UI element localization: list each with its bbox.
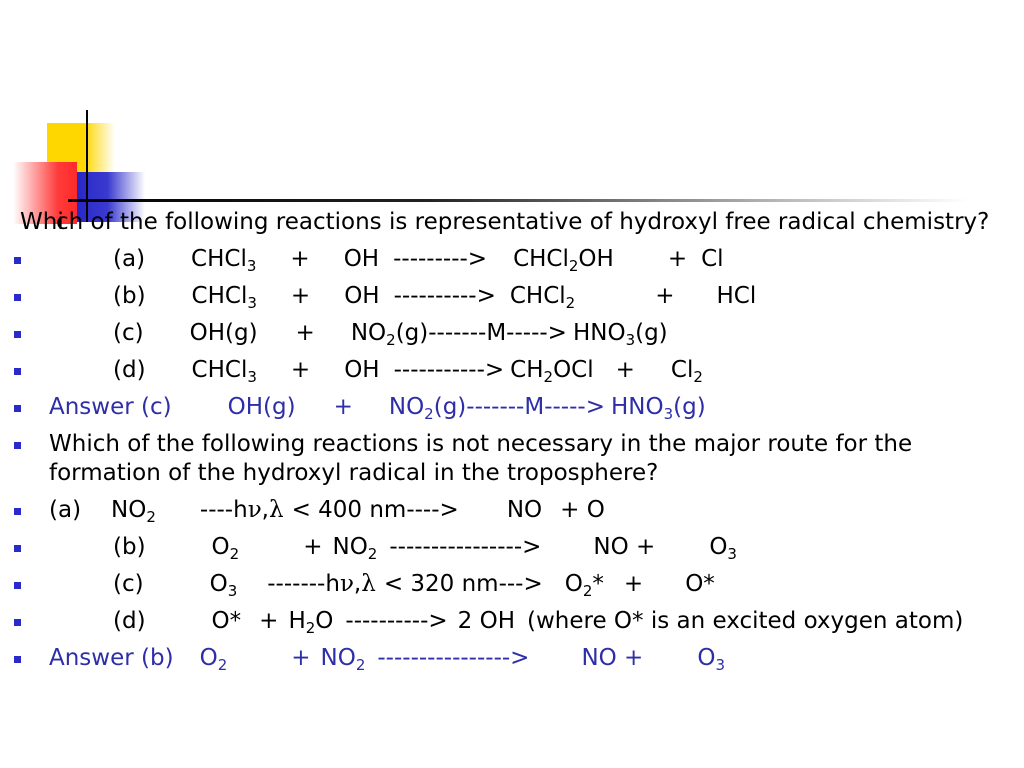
plus-sign: + <box>667 246 688 272</box>
arrow: < 400 nm----> <box>291 497 459 523</box>
formula: HNO <box>572 320 626 346</box>
formula: + O <box>560 497 605 523</box>
bullet-icon <box>14 294 21 301</box>
formula: O <box>315 608 334 634</box>
arrow: ----------------> <box>377 645 530 671</box>
subscript: 3 <box>227 582 238 600</box>
answer-label: Answer (c) <box>49 394 172 420</box>
formula: CH <box>510 357 544 383</box>
formula: O <box>209 571 228 597</box>
arrow: (g)-------M-----> <box>395 320 567 346</box>
formula: NO + <box>593 534 656 560</box>
bullet-icon <box>14 405 21 412</box>
formula: CHCl <box>191 357 248 383</box>
subscript: 2 <box>229 545 240 563</box>
formula: O <box>199 645 218 671</box>
bullet-icon <box>14 508 21 515</box>
subscript: 2 <box>693 368 703 386</box>
subscript: 2 <box>355 656 366 674</box>
formula: OH <box>344 283 380 309</box>
slide-body <box>0 208 1010 681</box>
subscript: 2 <box>565 294 576 312</box>
plus-sign: + <box>303 534 323 560</box>
subscript: 3 <box>715 656 725 674</box>
arrow: ----------> <box>393 283 496 309</box>
arrow: ---------> <box>393 246 488 272</box>
formula: O* <box>211 608 242 634</box>
formula: CHCl <box>191 283 248 309</box>
formula: H <box>288 608 306 634</box>
formula: 2 OH <box>457 608 515 634</box>
formula: * <box>592 571 604 597</box>
q2-option-b <box>0 533 1010 562</box>
bullet-icon <box>14 656 21 663</box>
q1-option-b <box>0 282 1010 311</box>
formula: OH <box>343 246 380 272</box>
question-1 <box>0 208 1010 237</box>
q2-option-d <box>0 607 1010 636</box>
option-label: (d) <box>113 608 146 634</box>
q1-option-d <box>0 356 1010 385</box>
formula: CHCl <box>509 283 566 309</box>
bullet-icon <box>14 331 21 338</box>
bullet-icon <box>14 582 21 589</box>
plus-sign: + <box>290 246 310 272</box>
formula: OCl <box>553 357 594 383</box>
formula: CHCl <box>191 246 247 272</box>
q1-option-c <box>0 319 1010 348</box>
arrow: ----------------> <box>389 534 542 560</box>
q1-option-a <box>0 245 1010 274</box>
answer-label: Answer (b) <box>49 645 174 671</box>
formula: O <box>697 645 716 671</box>
subscript: 2 <box>146 508 156 526</box>
formula: O <box>564 571 583 597</box>
option-label: (c) <box>113 320 144 346</box>
subscript: 2 <box>543 368 554 386</box>
plus-sign: + <box>655 283 675 309</box>
formula: (g) <box>635 320 668 346</box>
formula: HCl <box>716 283 757 309</box>
formula: O* <box>685 571 715 597</box>
plus-sign: + <box>615 357 635 383</box>
formula: NO <box>350 320 387 346</box>
plus-sign: + <box>333 394 353 420</box>
formula: OH(g) <box>189 320 258 346</box>
option-label: (b) <box>113 534 146 560</box>
option-label: (a) <box>49 497 82 523</box>
option-label: (d) <box>113 357 146 383</box>
bullet-icon <box>14 368 21 375</box>
decor-horizontal-rule <box>68 199 968 202</box>
formula: O <box>211 534 230 560</box>
arrow: ----------> <box>345 608 448 634</box>
comma: , <box>261 497 269 523</box>
subscript: 3 <box>246 257 257 275</box>
subscript: 2 <box>217 656 228 674</box>
formula: CHCl <box>513 246 569 272</box>
arrow: -----------> <box>393 357 505 383</box>
note-text: (where O* is an excited oxygen atom) <box>527 608 964 634</box>
subscript: 2 <box>386 331 396 349</box>
nu-symbol: ν <box>247 497 262 523</box>
formula: NO + <box>581 645 644 671</box>
formula: (g) <box>673 394 706 420</box>
bullet-icon <box>14 619 21 626</box>
formula: Cl <box>701 246 724 272</box>
formula: O <box>709 534 728 560</box>
nu-symbol: ν <box>339 571 354 597</box>
lambda-symbol: λ <box>361 571 376 597</box>
subscript: 3 <box>727 545 737 563</box>
question-2 <box>0 430 1010 488</box>
subscript: 2 <box>568 257 579 275</box>
option-label: (b) <box>113 283 146 309</box>
plus-sign: + <box>295 320 315 346</box>
bullet-icon <box>14 257 21 264</box>
question-2-text: Which of the following reactions is not necessary in the major route for the formation of the hydroxyl radical in the troposphere? <box>49 431 913 486</box>
subscript: 3 <box>663 405 674 423</box>
arrow: ----h <box>199 497 248 523</box>
arrow: < 320 nm---> <box>383 571 543 597</box>
decor-vertical-line <box>86 110 88 222</box>
formula: HNO <box>610 394 664 420</box>
formula: OH(g) <box>227 394 296 420</box>
plus-sign: + <box>290 357 311 383</box>
bullet-icon <box>14 442 21 449</box>
subscript: 3 <box>247 294 257 312</box>
subscript: 2 <box>424 405 434 423</box>
formula: OH <box>578 246 614 272</box>
formula: Cl <box>670 357 694 383</box>
bullet-icon <box>14 545 21 552</box>
q2-option-c <box>0 570 1010 599</box>
plus-sign: + <box>623 571 644 597</box>
answer-2 <box>0 644 1010 673</box>
option-label: (c) <box>113 571 144 597</box>
question-1-lead: Whi <box>20 209 64 235</box>
subscript: 2 <box>582 582 593 600</box>
subscript: 3 <box>247 368 257 386</box>
lambda-symbol: λ <box>268 497 284 523</box>
plus-sign: + <box>290 283 311 309</box>
formula: OH <box>344 357 380 383</box>
answer-1 <box>0 393 1010 422</box>
q2-option-a <box>0 496 1010 525</box>
subscript: 3 <box>625 331 636 349</box>
question-1-text: ch of the following reactions is representative of hydroxyl free radical chemistry? <box>56 209 990 235</box>
subscript: 2 <box>367 545 378 563</box>
formula: NO <box>506 497 543 523</box>
option-label: (a) <box>113 246 146 272</box>
arrow: (g)-------M-----> <box>433 394 605 420</box>
plus-sign: + <box>291 645 311 671</box>
subscript: 2 <box>305 619 316 637</box>
plus-sign: + <box>259 608 279 634</box>
arrow: -------h <box>267 571 340 597</box>
formula: NO <box>320 645 356 671</box>
comma: , <box>353 571 362 597</box>
formula: NO <box>332 534 368 560</box>
formula: NO <box>111 497 147 523</box>
formula: NO <box>388 394 425 420</box>
